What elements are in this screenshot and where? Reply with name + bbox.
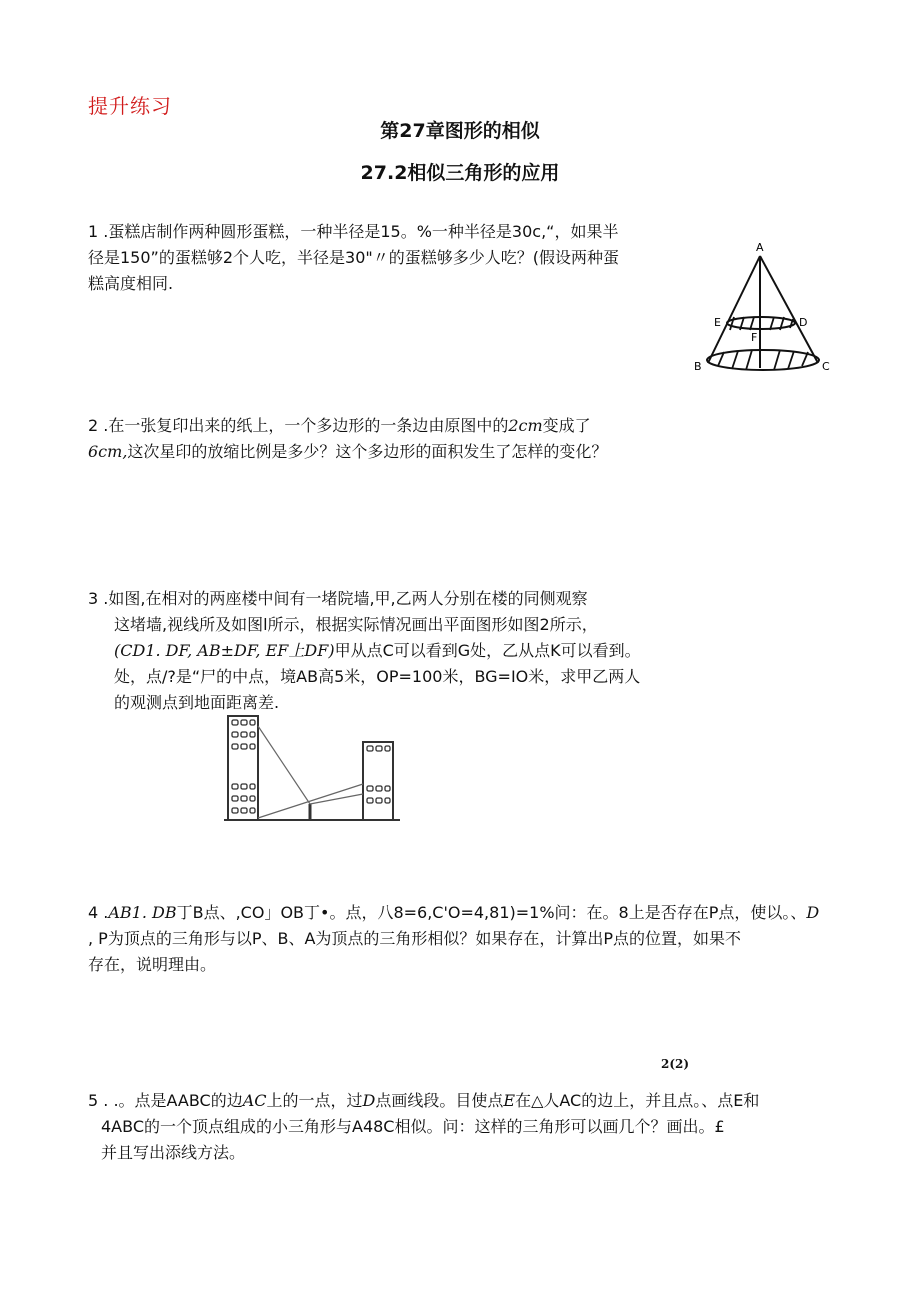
- section-title: 27.2相似三角形的应用: [360, 162, 560, 184]
- practice-tag: 提升练习: [88, 94, 172, 118]
- question-4-line: 存在，说明理由。: [88, 955, 217, 974]
- buildings-figure: [222, 712, 402, 824]
- question-5-line: 4ABC的一个顶点组成的小三角形与A48C相似。问：这样的三角形可以画几个？画出。£: [101, 1117, 725, 1136]
- question-1-line: 糕高度相同.: [88, 274, 174, 293]
- question-2-line: 6cm,这次星印的放缩比例是多少？这个多边形的面积发生了怎样的变化？: [88, 442, 608, 461]
- question-3: [88, 586, 688, 716]
- cone-label-d: D: [799, 316, 808, 329]
- question-4-line: , P为顶点的三角形与以P、B、A为顶点的三角形相似？如果存在，计算出P点的位置，如果不: [88, 929, 742, 948]
- question-2: [88, 413, 688, 465]
- cone-figure: [690, 238, 840, 383]
- question-4: [88, 900, 848, 978]
- question-1-line: 1 .蛋糕店制作两种圆形蛋糕，一种半径是15。%一种半径是30c,“，如果半: [88, 222, 619, 241]
- cone-label-e: E: [714, 316, 721, 329]
- cone-label-a: A: [756, 241, 764, 254]
- question-3-line: 处，点/?是“尸的中点，境AB高5米，OP=100米，BG=IO米，求甲乙两人: [114, 667, 641, 686]
- cone-label-b: B: [694, 360, 702, 373]
- question-4-line: 4 .AB1. DB丁B点、,CO」OB丁•。点，八8=6,C'O=4,81)=1%问：在。8上是否存在P点，使以。、D: [88, 903, 820, 922]
- question-3-line: 3 .如图,在相对的两座楼中间有一堵院墙,甲,乙两人分别在楼的同侧观察: [88, 589, 588, 608]
- question-5: [88, 1088, 848, 1166]
- question-1: [88, 219, 698, 297]
- question-5-line: 并且写出添线方法。: [101, 1143, 246, 1162]
- question-3-line: (CD1. DF, AB±DF, EF上DF)甲从点C可以看到G处，乙从点K可以看到。: [114, 641, 641, 660]
- page-marker: 2(2): [661, 1057, 690, 1071]
- cone-label-c: C: [822, 360, 830, 373]
- question-3-line: 这堵墙,视线所及如图l所示，根据实际情况画出平面图形如图2所示，: [114, 615, 598, 634]
- question-3-line: 的观测点到地面距离差.: [114, 693, 280, 712]
- question-1-line: 径是150”的蛋糕够2个人吃，半径是30"〃的蛋糕够多少人吃？(假设两种蛋: [88, 248, 619, 267]
- question-5-line: 5 . .。点是AABC的边AC上的一点，过D点画线段。目使点E在△人AC的边上，并且点。、点E和: [88, 1091, 760, 1110]
- cone-label-f: F: [751, 331, 758, 344]
- question-2-line: 2 .在一张复印出来的纸上，一个多边形的一条边由原图中的2cm变成了: [88, 416, 591, 435]
- chapter-title: 第27章图形的相似: [380, 120, 540, 142]
